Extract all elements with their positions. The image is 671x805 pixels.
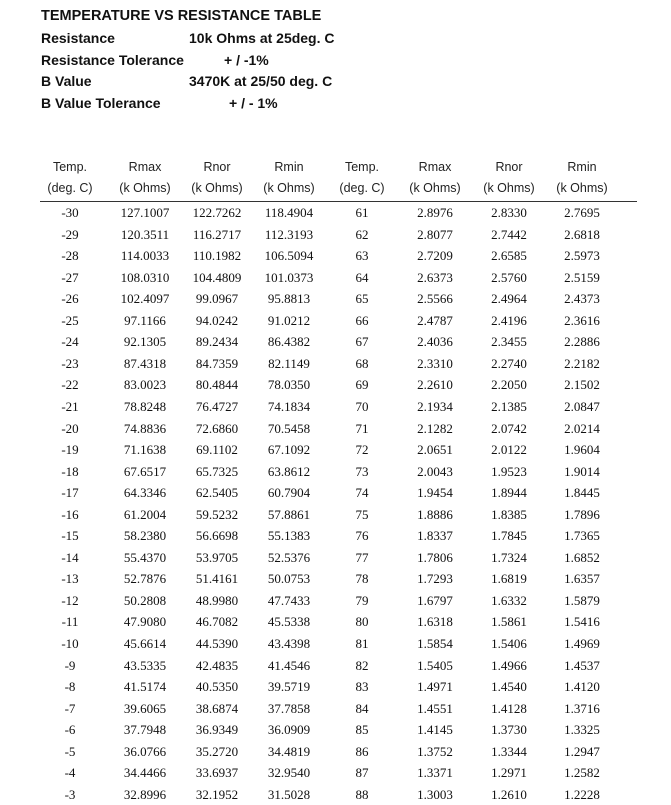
table-cell: 34.4819 xyxy=(267,743,311,759)
table-cell: -25 xyxy=(61,312,79,328)
table-cell: 92.1305 xyxy=(123,334,167,350)
column-header: (deg. C) xyxy=(47,181,93,195)
table-cell: 38.6874 xyxy=(195,700,239,716)
table-cell: 1.8886 xyxy=(417,506,453,522)
table-cell: 69 xyxy=(355,377,369,393)
table-cell: 1.3003 xyxy=(417,786,453,802)
table-cell: 51.4161 xyxy=(195,571,239,587)
table-cell: 69.1102 xyxy=(196,442,238,458)
table-cell: 2.8976 xyxy=(417,205,453,220)
table-cell: 2.7695 xyxy=(564,205,600,220)
table-cell: 52.5376 xyxy=(267,549,311,565)
table-cell: 78.0350 xyxy=(267,377,311,393)
table-cell: 1.8385 xyxy=(491,506,527,522)
table-cell: 76.4727 xyxy=(195,398,239,414)
table-cell: 76 xyxy=(355,528,369,544)
table-cell: 1.7896 xyxy=(564,506,600,522)
table-cell: 2.2050 xyxy=(491,377,527,393)
table-cell: 122.7262 xyxy=(192,205,242,220)
table-cell: 85 xyxy=(355,722,369,738)
table-cell: 2.6818 xyxy=(564,226,600,242)
table-cell: 48.9980 xyxy=(195,592,239,608)
table-cell: 1.9523 xyxy=(491,463,527,479)
table-cell: 71 xyxy=(355,420,369,436)
table-cell: 71.1638 xyxy=(123,442,167,458)
spec-value: + / -1% xyxy=(224,52,269,68)
table-cell: 43.4398 xyxy=(267,636,311,651)
table-cell: 2.1502 xyxy=(564,377,600,393)
table-cell: 36.0909 xyxy=(267,722,311,738)
table-cell: 2.7209 xyxy=(417,248,453,264)
table-cell: -12 xyxy=(61,592,79,608)
table-cell: 87.4318 xyxy=(123,355,167,371)
table-cell: 2.4036 xyxy=(417,334,453,350)
table-cell: 106.5094 xyxy=(264,248,314,264)
table-cell: 78.8248 xyxy=(123,398,167,414)
table-cell: 73 xyxy=(355,463,369,479)
table-cell: 1.4969 xyxy=(564,636,600,651)
table-cell: 2.1934 xyxy=(417,398,453,414)
table-cell: 65 xyxy=(355,291,369,307)
table-cell: 83 xyxy=(355,679,369,695)
table-cell: 116.2717 xyxy=(192,226,242,242)
table-cell: -10 xyxy=(61,636,79,651)
table-cell: 2.4787 xyxy=(417,312,453,328)
table-cell: -20 xyxy=(61,420,79,436)
table-cell: 1.5416 xyxy=(564,614,600,630)
table-cell: -13 xyxy=(61,571,79,587)
table-cell: 2.0043 xyxy=(417,463,453,479)
table-cell: -23 xyxy=(61,355,79,371)
table-cell: 66 xyxy=(355,312,369,328)
table-cell: 45.5338 xyxy=(267,614,311,630)
table-cell: -29 xyxy=(61,226,79,242)
table-cell: 86.4382 xyxy=(267,334,311,350)
table-cell: 35.2720 xyxy=(195,743,239,759)
table-cell: 80 xyxy=(355,614,369,630)
table-cell: 1.4145 xyxy=(417,722,453,738)
header-divider xyxy=(40,201,637,202)
table-cell: -15 xyxy=(61,528,79,544)
table-cell: 55.4370 xyxy=(123,549,167,565)
table-cell: 1.7293 xyxy=(417,571,453,587)
table-cell: 1.2228 xyxy=(564,786,600,802)
table-cell: 70 xyxy=(355,398,369,414)
table-cell: 79 xyxy=(355,592,369,608)
spec-value: + / - 1% xyxy=(229,95,278,111)
table-cell: 2.4373 xyxy=(564,291,600,307)
table-cell: -26 xyxy=(61,291,79,307)
table-cell: 53.9705 xyxy=(195,549,239,565)
table-cell: -22 xyxy=(61,377,79,393)
table-cell: 87 xyxy=(355,765,369,781)
table-cell: 36.9349 xyxy=(195,722,239,738)
table-cell: 108.0310 xyxy=(120,269,170,285)
column-header: (k Ohms) xyxy=(483,181,535,195)
table-cell: 75 xyxy=(355,506,369,522)
table-cell: 1.2971 xyxy=(491,765,527,781)
column-header: Rnor xyxy=(203,160,231,174)
table-cell: 1.6357 xyxy=(564,571,600,587)
table-cell: 2.5760 xyxy=(491,269,527,285)
table-cell: 50.0753 xyxy=(267,571,311,587)
column-header: Rmax xyxy=(128,160,162,174)
spec-label: B Value Tolerance xyxy=(41,95,161,111)
spec-value: 10k Ohms at 25deg. C xyxy=(189,30,335,46)
table-cell: 80.4844 xyxy=(195,377,239,393)
table-cell: -28 xyxy=(61,248,79,264)
table-cell: 41.5174 xyxy=(123,679,167,695)
table-cell: 33.6937 xyxy=(195,765,239,781)
table-cell: 52.7876 xyxy=(123,571,167,587)
table-cell: 2.3455 xyxy=(491,334,527,350)
table-cell: 95.8813 xyxy=(267,291,311,307)
table-cell: 102.4097 xyxy=(120,291,170,307)
table-cell: 42.4835 xyxy=(195,657,239,673)
table-cell: 40.5350 xyxy=(195,679,239,695)
table-cell: -24 xyxy=(61,334,79,350)
column-header: Rnor xyxy=(495,160,523,174)
table-cell: 72 xyxy=(355,442,369,458)
table-cell: 34.4466 xyxy=(123,765,167,781)
table-cell: 1.6819 xyxy=(491,571,527,587)
table-cell: 74 xyxy=(355,485,369,501)
table-cell: 1.4966 xyxy=(491,657,527,673)
table-cell: 70.5458 xyxy=(267,420,311,436)
table-cell: 101.0373 xyxy=(264,269,314,285)
table-cell: 81 xyxy=(355,636,369,651)
table-cell: 1.3371 xyxy=(417,765,453,781)
table-cell: 59.5232 xyxy=(195,506,239,522)
table-cell: 1.9014 xyxy=(564,463,600,479)
table-cell: 63 xyxy=(355,248,369,264)
table-cell: -9 xyxy=(64,657,76,673)
column-header: (k Ohms) xyxy=(263,181,315,195)
table-cell: 2.0214 xyxy=(564,420,600,436)
column-header: Rmin xyxy=(567,160,597,174)
table-cell: -6 xyxy=(64,722,76,738)
table-cell: 61 xyxy=(355,205,369,220)
table-cell: -17 xyxy=(61,485,79,501)
table-cell: 1.5854 xyxy=(417,636,453,651)
table-cell: 74.1834 xyxy=(267,398,311,414)
table-cell: 63.8612 xyxy=(267,463,311,479)
spec-label: Resistance xyxy=(41,30,115,46)
column-header: (k Ohms) xyxy=(119,181,171,195)
table-cell: 118.4904 xyxy=(264,205,314,220)
table-cell: 62 xyxy=(355,226,369,242)
table-cell: 1.5879 xyxy=(564,592,600,608)
table-cell: 2.5566 xyxy=(417,291,453,307)
table-cell: -4 xyxy=(64,765,76,781)
table-cell: -19 xyxy=(61,442,79,458)
table-cell: 39.6065 xyxy=(123,700,167,716)
table-cell: 1.2610 xyxy=(491,786,527,802)
table-cell: 127.1007 xyxy=(120,205,170,220)
table-cell: 97.1166 xyxy=(124,312,166,328)
table-cell: 82.1149 xyxy=(268,355,310,371)
table-cell: 82 xyxy=(355,657,369,673)
column-header: Temp. xyxy=(344,160,380,174)
table-cell: 2.3310 xyxy=(417,355,453,371)
table-cell: 68 xyxy=(355,355,369,371)
table-cell: -14 xyxy=(61,549,79,565)
table-cell: 2.3616 xyxy=(564,312,600,328)
table-cell: 62.5405 xyxy=(195,485,239,501)
table-cell: 1.6318 xyxy=(417,614,453,630)
table-cell: 2.6585 xyxy=(491,248,527,264)
table-cell: 1.9604 xyxy=(564,442,600,458)
table-cell: 67 xyxy=(355,334,369,350)
table-cell: 1.3325 xyxy=(564,722,600,738)
table-cell: 57.8861 xyxy=(267,506,311,522)
table-cell: 2.0742 xyxy=(491,420,527,436)
table-cell: 2.2740 xyxy=(491,355,527,371)
table-cell: 43.5335 xyxy=(123,657,167,673)
table-cell: 94.0242 xyxy=(195,312,239,328)
table-cell: 2.8077 xyxy=(417,226,453,242)
table-cell: 74.8836 xyxy=(123,420,167,436)
table-cell: 77 xyxy=(355,549,369,565)
table-cell: 65.7325 xyxy=(195,463,239,479)
table-cell: -3 xyxy=(64,786,76,802)
column-header: Rmin xyxy=(274,160,304,174)
table-cell: -7 xyxy=(64,700,76,716)
table-cell: 2.0847 xyxy=(564,398,600,414)
table-cell: 1.8944 xyxy=(491,485,527,501)
table-cell: 2.7442 xyxy=(491,226,527,242)
table-cell: 1.4971 xyxy=(417,679,453,695)
table-cell: 39.5719 xyxy=(267,679,311,695)
table-cell: 1.3344 xyxy=(491,743,527,759)
table-cell: -27 xyxy=(61,269,79,285)
table-cell: 56.6698 xyxy=(195,528,239,544)
table-cell: 1.5406 xyxy=(491,636,527,651)
table-cell: 1.2582 xyxy=(564,765,600,781)
table-cell: 1.5861 xyxy=(491,614,527,630)
table-cell: 84 xyxy=(355,700,369,716)
table-cell: 72.6860 xyxy=(195,420,239,436)
table-cell: 2.0122 xyxy=(491,442,527,458)
table-cell: 120.3511 xyxy=(120,226,170,242)
table-cell: 1.3730 xyxy=(491,722,527,738)
column-header: (deg. C) xyxy=(339,181,385,195)
table-cell: 88 xyxy=(355,786,369,802)
table-cell: 99.0967 xyxy=(195,291,239,307)
table-cell: 1.3716 xyxy=(564,700,600,716)
table-cell: 46.7082 xyxy=(195,614,239,630)
table-cell: 83.0023 xyxy=(123,377,167,393)
table-cell: 31.5028 xyxy=(267,786,311,802)
table-cell: 86 xyxy=(355,743,369,759)
table-cell: 47.9080 xyxy=(123,614,167,630)
spec-value: 3470K at 25/50 deg. C xyxy=(189,73,333,89)
table-cell: 1.7365 xyxy=(564,528,600,544)
table-cell: 2.4964 xyxy=(491,291,527,307)
table-cell: 2.1282 xyxy=(417,420,453,436)
table-cell: 1.6852 xyxy=(564,549,600,565)
table-cell: 67.1092 xyxy=(267,442,311,458)
table-cell: 1.4551 xyxy=(417,700,453,716)
table-cell: 1.4120 xyxy=(564,679,600,695)
table-cell: 1.9454 xyxy=(417,485,453,501)
table-cell: 1.7324 xyxy=(491,549,527,565)
table-cell: -21 xyxy=(61,398,79,414)
table-cell: 2.8330 xyxy=(491,205,527,220)
column-header: (k Ohms) xyxy=(556,181,608,195)
table-cell: 67.6517 xyxy=(123,463,167,479)
table-cell: 1.6797 xyxy=(417,592,453,608)
table-cell: -11 xyxy=(61,614,79,630)
table-cell: 2.6373 xyxy=(417,269,453,285)
table-cell: 114.0033 xyxy=(120,248,170,264)
table-cell: 64.3346 xyxy=(123,485,167,501)
table-cell: -18 xyxy=(61,463,79,479)
table-cell: 37.7948 xyxy=(123,722,167,738)
table-cell: 58.2380 xyxy=(123,528,167,544)
page-title: TEMPERATURE VS RESISTANCE TABLE xyxy=(41,8,322,24)
table-cell: 36.0766 xyxy=(123,743,167,759)
table-cell: 55.1383 xyxy=(267,528,311,544)
table-cell: 41.4546 xyxy=(267,657,311,673)
table-cell: 1.5405 xyxy=(417,657,453,673)
spec-label: B Value xyxy=(41,73,92,89)
spec-label: Resistance Tolerance xyxy=(41,52,184,68)
table-cell: -5 xyxy=(64,743,76,759)
column-header: (k Ohms) xyxy=(409,181,461,195)
table-cell: 2.1385 xyxy=(491,398,527,414)
table-cell: 91.0212 xyxy=(267,312,311,328)
table-cell: 50.2808 xyxy=(123,592,167,608)
table-cell: 2.2182 xyxy=(564,355,600,371)
column-header: Temp. xyxy=(52,160,88,174)
table-cell: 1.7845 xyxy=(491,528,527,544)
table-cell: 1.8445 xyxy=(564,485,600,501)
table-cell: 32.8996 xyxy=(123,786,167,802)
table-cell: 2.2886 xyxy=(564,334,600,350)
table-cell: 2.5973 xyxy=(564,248,600,264)
table-cell: 2.4196 xyxy=(491,312,527,328)
table-cell: 1.4540 xyxy=(491,679,527,695)
table-cell: 2.2610 xyxy=(417,377,453,393)
table-cell: 44.5390 xyxy=(195,636,239,651)
table-cell: 2.0651 xyxy=(417,442,453,458)
column-header: (k Ohms) xyxy=(191,181,243,195)
table-cell: 1.6332 xyxy=(491,592,527,608)
table-cell: -8 xyxy=(64,679,76,695)
table-cell: 1.4537 xyxy=(564,657,600,673)
table-cell: 89.2434 xyxy=(195,334,239,350)
table-cell: -16 xyxy=(61,506,79,522)
table-cell: 61.2004 xyxy=(123,506,167,522)
table-cell: 1.3752 xyxy=(417,743,453,759)
table-cell: 1.2947 xyxy=(564,743,600,759)
table-cell: 110.1982 xyxy=(192,248,242,264)
table-cell: 32.9540 xyxy=(267,765,311,781)
table-cell: 78 xyxy=(355,571,369,587)
table-cell: 104.4809 xyxy=(192,269,242,285)
table-cell: 45.6614 xyxy=(123,636,167,651)
table-cell: -30 xyxy=(61,205,79,220)
table-cell: 112.3193 xyxy=(264,226,314,242)
column-header: Rmax xyxy=(418,160,452,174)
table-cell: 2.5159 xyxy=(564,269,600,285)
table-cell: 1.7806 xyxy=(417,549,453,565)
table-cell: 64 xyxy=(355,269,369,285)
table-cell: 1.8337 xyxy=(417,528,453,544)
table-cell: 47.7433 xyxy=(267,592,311,608)
table-cell: 60.7904 xyxy=(267,485,311,501)
table-cell: 84.7359 xyxy=(195,355,239,371)
table-cell: 32.1952 xyxy=(195,786,239,802)
table-cell: 1.4128 xyxy=(491,700,527,716)
table-cell: 37.7858 xyxy=(267,700,311,716)
